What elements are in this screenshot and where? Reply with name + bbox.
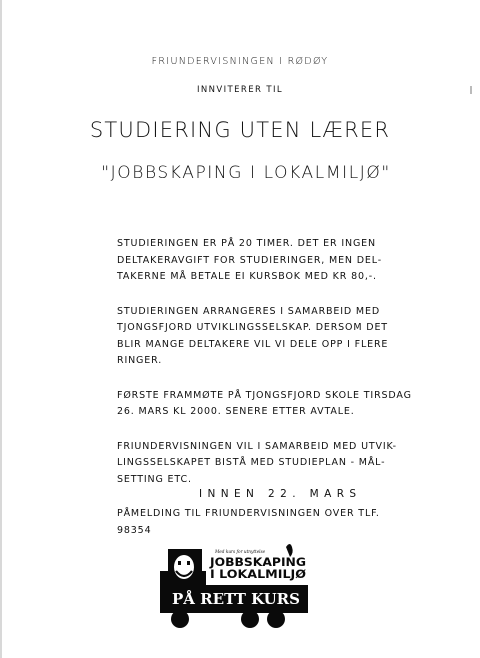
paragraph-duration: STUDIERINGEN ER PÅ 20 TIMER. DET ER INGEN DELTAKERAVGIFT FOR STUDIERINGER, MEN DEL- TAKERNE MÅ BETALE EI KURSBOK MED KR 80,-. [117, 238, 383, 282]
document-body [117, 236, 457, 557]
invites-line: INNVITERER TIL [196, 85, 284, 95]
pa-rett-kurs-logo [158, 541, 318, 633]
paragraph-cooperation: STUDIERINGEN ARRANGERES I SAMARBEID MED TJONGSFJORD UTVIKLINGSSELSKAP. DERSOM DET BLIR MANGE DELTAKERE VIL VI DELE OPP I FLERE RINGER. [117, 305, 389, 366]
scan-edge [0, 0, 2, 658]
paragraph-first-meeting: FØRSTE FRAMMØTE PÅ TJONGSFJORD SKOLE TIRSDAG 26. MARS KL 2000. SENERE ETTER AVTALE. [117, 389, 412, 417]
logo-tagline: Med kurs for utnyttelse [215, 549, 266, 554]
registration-deadline: INNEN 22. MARS [199, 488, 362, 500]
logo-banner: PÅ RETT KURS [172, 590, 300, 608]
paragraph-registration: PÅMELDING TIL FRIUNDERVISNINGEN OVER TLF. 98354 [117, 508, 380, 536]
organizer-heading: FRIUNDERVISNINGEN I RØDØY [151, 56, 329, 67]
logo-line-1: JOBBSKAPING [208, 555, 306, 569]
paragraph-support: FRIUNDERVISNINGEN VIL I SAMARBEID MED UTVIK- LINGSSELSKAPET BISTÅ MED STUDIEPLAN - MÅL- SETTING ETC. [117, 440, 397, 485]
document-title: STUDIERING UTEN LÆRER [89, 118, 391, 142]
logo-line-2: I LOKALMILJØ [210, 567, 307, 581]
document-subtitle: "JOBBSKAPING I LOKALMILJØ" [101, 163, 391, 183]
